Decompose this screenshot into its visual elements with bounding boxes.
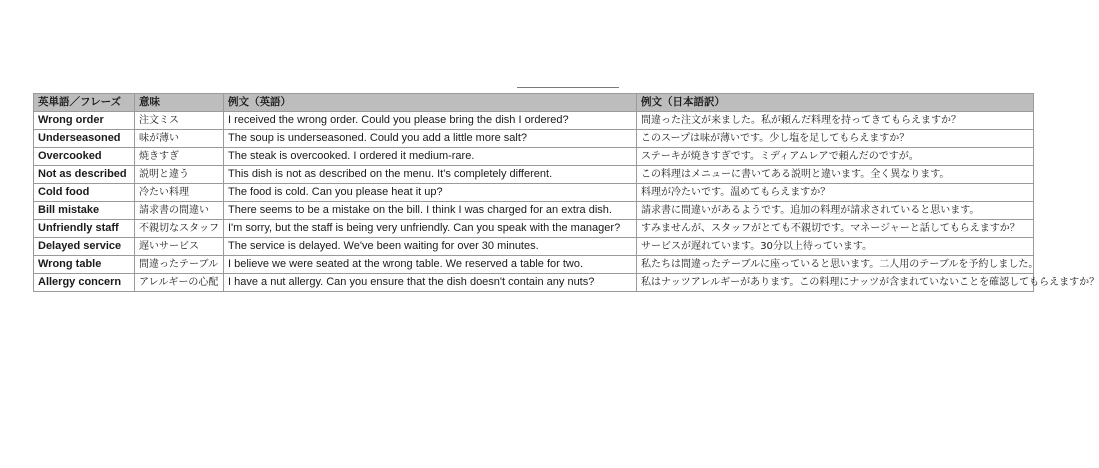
meaning-cell: 冷たい料理 bbox=[135, 184, 224, 202]
term-cell: Cold food bbox=[34, 184, 135, 202]
example-ja-cell: 私はナッツアレルギーがあります。この料理にナッツが含まれていないことを確認してもらえますか？ bbox=[637, 274, 1034, 292]
table-row bbox=[34, 148, 1034, 166]
example-en-cell: I'm sorry, but the staff is being very unfriendly. Can you speak with the manager? bbox=[224, 220, 637, 238]
term-cell: Overcooked bbox=[34, 148, 135, 166]
term-cell: Wrong table bbox=[34, 256, 135, 274]
example-ja-cell: この料理はメニューに書いてある説明と違います。全く異なります。 bbox=[637, 166, 1034, 184]
example-en-cell: The food is cold. Can you please heat it up? bbox=[224, 184, 637, 202]
table-row bbox=[34, 202, 1034, 220]
example-en-cell: I believe we were seated at the wrong table. We reserved a table for two. bbox=[224, 256, 637, 274]
example-en-cell: The soup is underseasoned. Could you add a little more salt? bbox=[224, 130, 637, 148]
example-ja-cell: 料理が冷たいです。温めてもらえますか？ bbox=[637, 184, 1034, 202]
table-row bbox=[34, 274, 1034, 292]
example-ja-cell: 私たちは間違ったテーブルに座っていると思います。二人用のテーブルを予約しました。 bbox=[637, 256, 1034, 274]
term-cell: Bill mistake bbox=[34, 202, 135, 220]
table-row bbox=[34, 112, 1034, 130]
meaning-cell: アレルギーの心配 bbox=[135, 274, 224, 292]
term-cell: Wrong order bbox=[34, 112, 135, 130]
table-row bbox=[34, 256, 1034, 274]
example-ja-cell: すみませんが、スタッフがとても不親切です。マネージャーと話してもらえますか？ bbox=[637, 220, 1034, 238]
table-row bbox=[34, 166, 1034, 184]
meaning-cell: 間違ったテーブル bbox=[135, 256, 224, 274]
example-en-cell: The service is delayed. We've been waiting for over 30 minutes. bbox=[224, 238, 637, 256]
table-row bbox=[34, 238, 1034, 256]
example-en-cell: This dish is not as described on the menu. It's completely different. bbox=[224, 166, 637, 184]
table-row bbox=[34, 220, 1034, 238]
meaning-cell: 遅いサービス bbox=[135, 238, 224, 256]
meaning-cell: 注文ミス bbox=[135, 112, 224, 130]
example-en-cell: I have a nut allergy. Can you ensure that the dish doesn't contain any nuts? bbox=[224, 274, 637, 292]
header-example-ja: 例文（日本語訳） bbox=[637, 94, 1034, 112]
meaning-cell: 説明と違う bbox=[135, 166, 224, 184]
example-en-cell: There seems to be a mistake on the bill. I think I was charged for an extra dish. bbox=[224, 202, 637, 220]
header-example-en: 例文（英語） bbox=[224, 94, 637, 112]
example-ja-cell: 請求書に間違いがあるようです。追加の料理が請求されていると思います。 bbox=[637, 202, 1034, 220]
term-cell: Delayed service bbox=[34, 238, 135, 256]
term-cell: Underseasoned bbox=[34, 130, 135, 148]
term-cell: Not as described bbox=[34, 166, 135, 184]
example-ja-cell: 間違った注文が来ました。私が頼んだ料理を持ってきてもらえますか？ bbox=[637, 112, 1034, 130]
top-rule bbox=[517, 87, 619, 88]
term-cell: Unfriendly staff bbox=[34, 220, 135, 238]
meaning-cell: 焼きすぎ bbox=[135, 148, 224, 166]
phrase-table bbox=[33, 93, 1099, 292]
header-meaning: 意味 bbox=[135, 94, 224, 112]
example-ja-cell: このスープは味が薄いです。少し塩を足してもらえますか？ bbox=[637, 130, 1034, 148]
meaning-cell: 請求書の間違い bbox=[135, 202, 224, 220]
meaning-cell: 味が薄い bbox=[135, 130, 224, 148]
example-en-cell: I received the wrong order. Could you please bring the dish I ordered? bbox=[224, 112, 637, 130]
header-row bbox=[34, 94, 1034, 112]
example-en-cell: The steak is overcooked. I ordered it medium-rare. bbox=[224, 148, 637, 166]
header-term: 英単語／フレーズ bbox=[34, 94, 135, 112]
table-row bbox=[34, 184, 1034, 202]
example-ja-cell: サービスが遅れています。30分以上待っています。 bbox=[637, 238, 1034, 256]
example-ja-cell: ステーキが焼きすぎです。ミディアムレアで頼んだのですが。 bbox=[637, 148, 1034, 166]
table-row bbox=[34, 130, 1034, 148]
meaning-cell: 不親切なスタッフ bbox=[135, 220, 224, 238]
term-cell: Allergy concern bbox=[34, 274, 135, 292]
